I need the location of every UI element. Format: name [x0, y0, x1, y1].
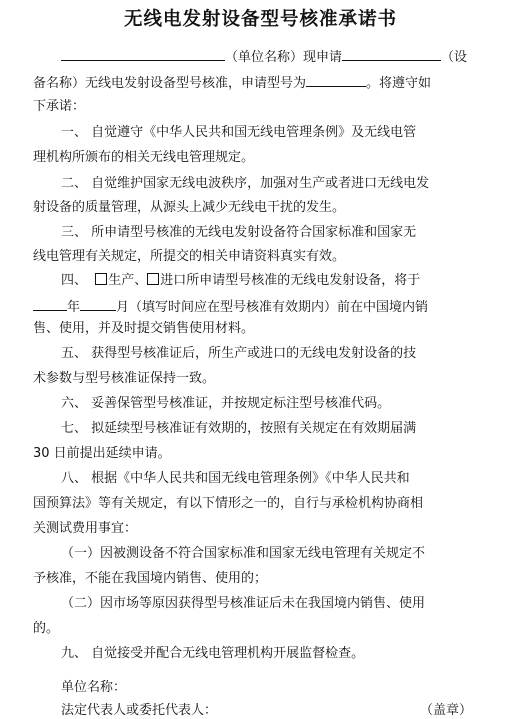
month-blank[interactable] [80, 297, 116, 311]
item-1-line-2: 理机构所颁布的相关无线电管理规定。 [33, 150, 255, 165]
item-8-line-1: 八、 根据《中华人民共和国无线电管理条例》《中华人民共和 [61, 471, 410, 486]
item-5-line-2: 术参数与型号核准证保持一致。 [33, 371, 216, 386]
item-8-line-2: 国预算法》等有关规定，有以下情形之一的，自行与承检机构协商相 [33, 496, 424, 511]
opening-text-2: （设 [441, 50, 468, 65]
subitem-1-line-1: （一）因被测设备不符合国家标准和国家无线电管理有关规定不 [61, 546, 426, 561]
seal-label: （盖章） [420, 703, 473, 718]
page-title: 无线电发射设备型号核准承诺书 [123, 9, 397, 30]
item-8-line-3: 关测试费用事宜： [33, 521, 138, 536]
model-blank[interactable] [306, 73, 366, 87]
item-1-line-1: 一、 自觉遵守《中华人民共和国无线电管理条例》及无线电管 [61, 125, 417, 140]
item-4-text-2: 月（填写时间应在型号核准有效期内）前在中国境内销 [116, 300, 429, 315]
opening-line-1 [61, 47, 467, 66]
opening-text-3: 备名称）无线电发射设备型号核准，申请型号为 [33, 76, 307, 91]
item-7-line-1: 七、 拟延续型号核准证有效期的，按照有关规定在有效期届满 [61, 421, 417, 436]
item-3-line-2: 线电管理有关规定，所提交的相关申请资料真实有效。 [33, 249, 346, 264]
item-2-line-1: 二、 自觉维护国家无线电波秩序，加强对生产或者进口无线电发 [61, 176, 430, 191]
import-checkbox[interactable] [147, 273, 159, 285]
opening-line-2 [33, 73, 431, 92]
item-7-line-2: 30 日前提出延续申请。 [33, 446, 171, 461]
device-name-blank[interactable] [342, 47, 441, 61]
produce-checkbox[interactable] [95, 273, 107, 285]
opening-line-3: 下承诺： [33, 99, 86, 114]
item-3-line-1: 三、 所申请型号核准的无线电发射设备符合国家标准和国家无 [61, 225, 417, 240]
item-4-number: 四、 [61, 273, 88, 288]
signature-rep: 法定代表人或委托代表人： [61, 703, 218, 718]
item-4-text-1: 进口所申请型号核准的无线电发射设备，将于 [160, 273, 421, 288]
item-5-line-1: 五、 获得型号核准证后，所生产或进口的无线电发射设备的技 [61, 346, 417, 361]
unit-name-blank[interactable] [61, 47, 225, 61]
year-blank[interactable] [33, 297, 67, 311]
produce-label: 生产、 [108, 273, 148, 288]
item-4-line-1 [61, 273, 420, 289]
subitem-1-line-2: 予核准，不能在我国境内销售、使用的； [33, 571, 268, 586]
opening-text-4: 。将遵守如 [366, 76, 432, 91]
subitem-2-line-2: 的。 [33, 621, 60, 636]
signature-unit: 单位名称： [61, 680, 127, 695]
item-9-line-1: 九、 自觉接受并配合无线电管理机构开展监督检查。 [61, 646, 365, 661]
item-2-line-2: 射设备的质量管理，从源头上减少无线电干扰的发生。 [33, 200, 346, 215]
item-4-line-2 [33, 297, 428, 316]
year-label: 年 [67, 300, 81, 315]
subitem-2-line-1: （二）因市场等原因获得型号核准证后未在我国境内销售、使用 [61, 596, 426, 611]
opening-text-1: （单位名称）现申请 [225, 50, 343, 65]
item-4-line-3: 售、使用，并及时提交销售使用材料。 [33, 321, 255, 336]
item-6-line-1: 六、 妥善保管型号核准证，并按规定标注型号核准代码。 [61, 396, 391, 411]
